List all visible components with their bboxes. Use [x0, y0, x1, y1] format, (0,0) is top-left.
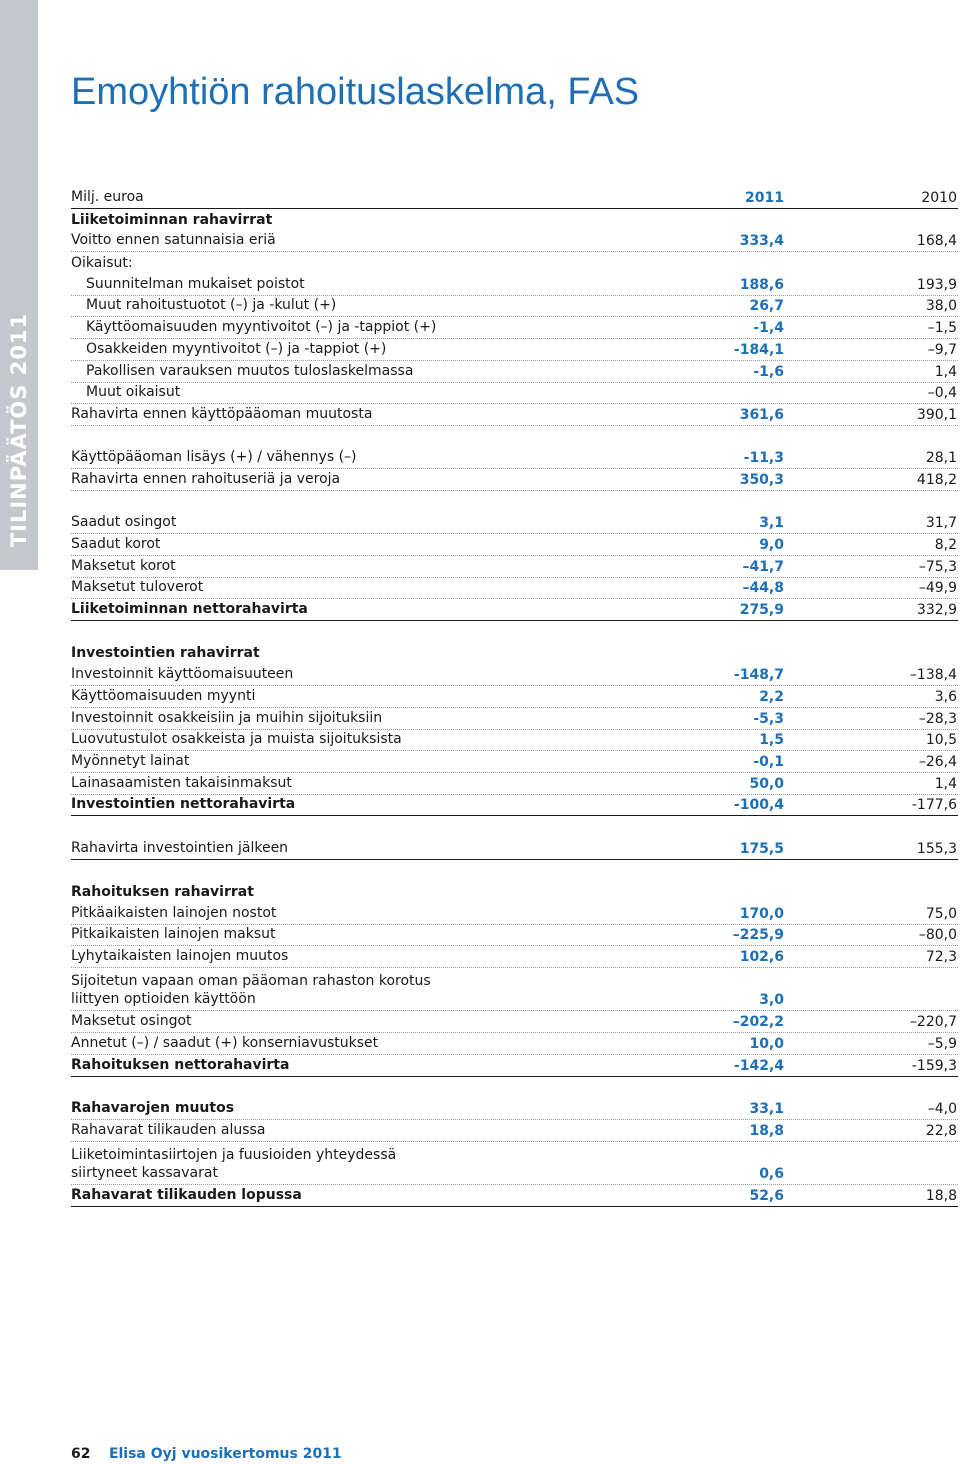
- table-row: [71, 946, 958, 968]
- table-row: [71, 795, 958, 817]
- value-2010: 8,2: [934, 537, 957, 553]
- row-label: Saadut korot: [71, 536, 161, 552]
- value-2011: 33,1: [749, 1100, 784, 1117]
- value-2011: 188,6: [739, 276, 784, 293]
- value-2010: –49,9: [918, 580, 957, 597]
- row-label: Rahoituksen rahavirrat: [71, 884, 254, 900]
- row-label: Voitto ennen satunnaisia eriä: [71, 232, 276, 249]
- value-2011: –202,2: [732, 1014, 784, 1031]
- row-label: Investointien nettorahavirta: [71, 796, 296, 813]
- cash-flow-table: [71, 180, 958, 1207]
- value-2011: 175,5: [739, 840, 784, 857]
- value-2010: -177,6: [911, 797, 957, 814]
- value-2011: 10,0: [749, 1035, 784, 1052]
- table-row: [71, 1120, 958, 1142]
- value-2010: –5,9: [927, 1035, 957, 1052]
- table-row: [71, 556, 958, 578]
- value-2011: 3,0: [759, 992, 784, 1009]
- row-label: Pitkäaikaisten lainojen nostot: [71, 904, 277, 921]
- row-label: Saadut osingot: [71, 514, 177, 531]
- value-2011: -1,6: [753, 363, 784, 380]
- row-label: Muut oikaisut: [86, 384, 181, 401]
- table-row: [71, 838, 958, 860]
- row-label: Maksetut tuloverot: [71, 579, 204, 596]
- row-label: Suunnitelman mukaiset poistot: [86, 275, 305, 292]
- row-label: Muut rahoitustuotot (–) ja -kulut (+): [86, 297, 337, 314]
- value-2011: -5,3: [753, 710, 784, 727]
- table-row: [71, 534, 958, 556]
- unit-label: Milj. euroa: [71, 189, 144, 205]
- table-row: [71, 404, 958, 426]
- value-2011: 275,9: [739, 602, 784, 619]
- value-2011: 1,5: [759, 732, 784, 749]
- row-label: Liiketoiminnan rahavirrat: [71, 211, 273, 228]
- value-2011: -11,3: [743, 450, 784, 467]
- value-2011: 50,0: [749, 775, 784, 792]
- value-2010: 28,1: [925, 450, 957, 467]
- table-row: [71, 578, 958, 600]
- row-label: Pitkaikaisten lainojen maksut: [71, 926, 276, 943]
- value-2011: -184,1: [733, 341, 784, 358]
- value-2010: 1,4: [934, 363, 957, 380]
- value-2011: 170,0: [739, 905, 784, 922]
- value-2010: 155,3: [916, 840, 957, 857]
- table-row: [71, 730, 958, 752]
- table-row: [71, 274, 958, 296]
- spacer-row: [71, 1077, 958, 1099]
- table-row: [71, 1185, 958, 1207]
- value-2011: -0,1: [753, 753, 784, 770]
- value-2010: –0,4: [927, 385, 957, 402]
- value-2010: –138,4: [909, 667, 957, 684]
- row-label: Osakkeiden myyntivoitot (–) ja -tappiot (+): [86, 340, 387, 357]
- spacer-row: [71, 860, 958, 882]
- value-2011: 361,6: [739, 406, 784, 423]
- value-2010: –1,5: [927, 320, 957, 337]
- value-2010: –4,0: [927, 1100, 957, 1117]
- table-row: [71, 296, 958, 318]
- value-2011: -100,4: [733, 797, 784, 814]
- publication-name: Elisa Oyj vuosikertomus 2011: [108, 1446, 342, 1462]
- section-heading-row: [71, 881, 958, 903]
- row-label: Investointien rahavirrat: [71, 645, 260, 662]
- value-2010: 75,0: [925, 905, 957, 922]
- table-row: [71, 317, 958, 339]
- value-2010: 72,3: [925, 949, 957, 966]
- table-row: [71, 383, 958, 405]
- row-label: Rahavarat tilikauden lopussa: [71, 1186, 302, 1203]
- row-label: Pakollisen varauksen muutos tuloslaskelmassa: [86, 362, 414, 379]
- column-header-2011: 2011: [745, 190, 784, 206]
- row-label: Käyttöomaisuuden myynti: [71, 687, 256, 704]
- row-label: Liiketoiminnan nettorahavirta: [71, 601, 308, 618]
- value-2011: -142,4: [733, 1057, 784, 1074]
- column-header-2010: 2010: [921, 190, 957, 206]
- row-label: Rahoituksen nettorahavirta: [71, 1056, 290, 1073]
- table-row: [71, 469, 958, 491]
- value-2011: 0,6: [759, 1165, 784, 1182]
- spacer-row: [71, 816, 958, 838]
- value-2010: 31,7: [925, 515, 957, 532]
- row-label: Maksetut korot: [71, 557, 176, 574]
- table-row: [71, 1033, 958, 1055]
- row-label: Investoinnit osakkeisiin ja muihin sijoituksiin: [71, 709, 383, 726]
- value-2011: -148,7: [733, 667, 784, 684]
- table-row: [71, 968, 958, 1011]
- sidebar-band: [0, 0, 38, 570]
- table-row: [71, 448, 958, 470]
- spacer-row: [71, 621, 958, 643]
- row-label: Investoinnit käyttöomaisuuteen: [71, 666, 294, 683]
- value-2010: –28,3: [918, 710, 957, 727]
- row-label: Rahavarojen muutos: [71, 1099, 235, 1116]
- table-row: [71, 361, 958, 383]
- table-row: [71, 1142, 958, 1185]
- value-2011: –41,7: [742, 558, 784, 575]
- value-2011: 3,1: [759, 515, 784, 532]
- value-2011: -1,4: [753, 320, 784, 337]
- row-label: Luovutustulot osakkeista ja muista sijoituksista: [71, 731, 402, 748]
- row-label: Lyhytaikaisten lainojen muutos: [71, 948, 289, 965]
- value-2010: 3,6: [934, 688, 957, 705]
- value-2010: 22,8: [925, 1122, 957, 1139]
- value-2010: 168,4: [916, 233, 957, 250]
- row-label: Lainasaamisten takaisinmaksut: [71, 774, 292, 791]
- value-2010: 1,4: [934, 775, 957, 792]
- row-label: Käyttöpääoman lisäys (+) / vähennys (–): [71, 449, 357, 466]
- value-2011: 9,0: [759, 537, 784, 553]
- section-heading-row: [71, 643, 958, 665]
- section-heading-row: [71, 209, 958, 231]
- table-row: [71, 925, 958, 947]
- value-2011: 52,6: [749, 1187, 784, 1204]
- value-2011: 26,7: [749, 298, 784, 315]
- table-row: [71, 231, 958, 253]
- table-header: [71, 180, 958, 209]
- table-row: [71, 903, 958, 925]
- value-2011: –44,8: [742, 580, 784, 597]
- value-2011: 350,3: [739, 471, 784, 488]
- value-2010: –26,4: [918, 753, 957, 770]
- table-row: [71, 1011, 958, 1033]
- page-number: 62: [71, 1446, 91, 1462]
- row-label: Käyttöomaisuuden myyntivoitot (–) ja -tappiot (+): [86, 319, 437, 336]
- page-footer: [71, 1446, 342, 1462]
- table-row: [71, 708, 958, 730]
- row-label: Myönnetyt lainat: [71, 752, 190, 769]
- value-2010: -159,3: [911, 1057, 957, 1074]
- row-label: Oikaisut:: [71, 255, 133, 272]
- table-row: [71, 339, 958, 361]
- page-title: Emoyhtiön rahoituslaskelma, FAS: [71, 71, 640, 113]
- value-2010: 18,8: [925, 1187, 957, 1204]
- table-row: [71, 1055, 958, 1077]
- row-label: Maksetut osingot: [71, 1013, 192, 1030]
- row-label: Annetut (–) / saadut (+) konserniavustukset: [71, 1034, 379, 1051]
- row-label: Rahavirta ennen rahoituseriä ja veroja: [71, 470, 341, 487]
- spacer-row: [71, 491, 958, 513]
- value-2010: –9,7: [927, 341, 957, 358]
- table-body: [71, 209, 958, 1207]
- value-2010: –80,0: [918, 927, 957, 944]
- value-2010: 38,0: [925, 298, 957, 315]
- value-2011: 102,6: [739, 949, 784, 966]
- value-2011: –225,9: [732, 927, 784, 944]
- row-label: Rahavirta ennen käyttöpääoman muutosta: [71, 405, 373, 422]
- row-label: Liiketoimintasiirtojen ja fuusioiden yhteydessä siirtyneet kassavarat: [71, 1146, 397, 1181]
- value-2010: 10,5: [925, 732, 957, 749]
- value-2011: 2,2: [759, 688, 784, 705]
- table-row: [71, 664, 958, 686]
- table-row: [71, 751, 958, 773]
- table-row: [71, 513, 958, 535]
- sidebar-label: TILINPÄÄTÖS 2011: [7, 312, 31, 548]
- table-row: [71, 686, 958, 708]
- value-2010: 332,9: [916, 602, 957, 619]
- table-row: [71, 773, 958, 795]
- table-row: [71, 599, 958, 621]
- value-2010: 418,2: [916, 471, 957, 488]
- row-label: Sijoitetun vapaan oman pääoman rahaston korotus liittyen optioiden käyttöön: [71, 973, 431, 1008]
- value-2011: 18,8: [749, 1122, 784, 1139]
- value-2010: 193,9: [916, 276, 957, 293]
- row-label: Rahavarat tilikauden alussa: [71, 1121, 266, 1138]
- table-row: [71, 1098, 958, 1120]
- row-label: Rahavirta investointien jälkeen: [71, 839, 289, 856]
- value-2010: –220,7: [909, 1014, 957, 1031]
- value-2010: 390,1: [916, 406, 957, 423]
- value-2011: 333,4: [739, 233, 784, 250]
- value-2010: –75,3: [918, 558, 957, 575]
- table-row: [71, 252, 958, 274]
- spacer-row: [71, 426, 958, 448]
